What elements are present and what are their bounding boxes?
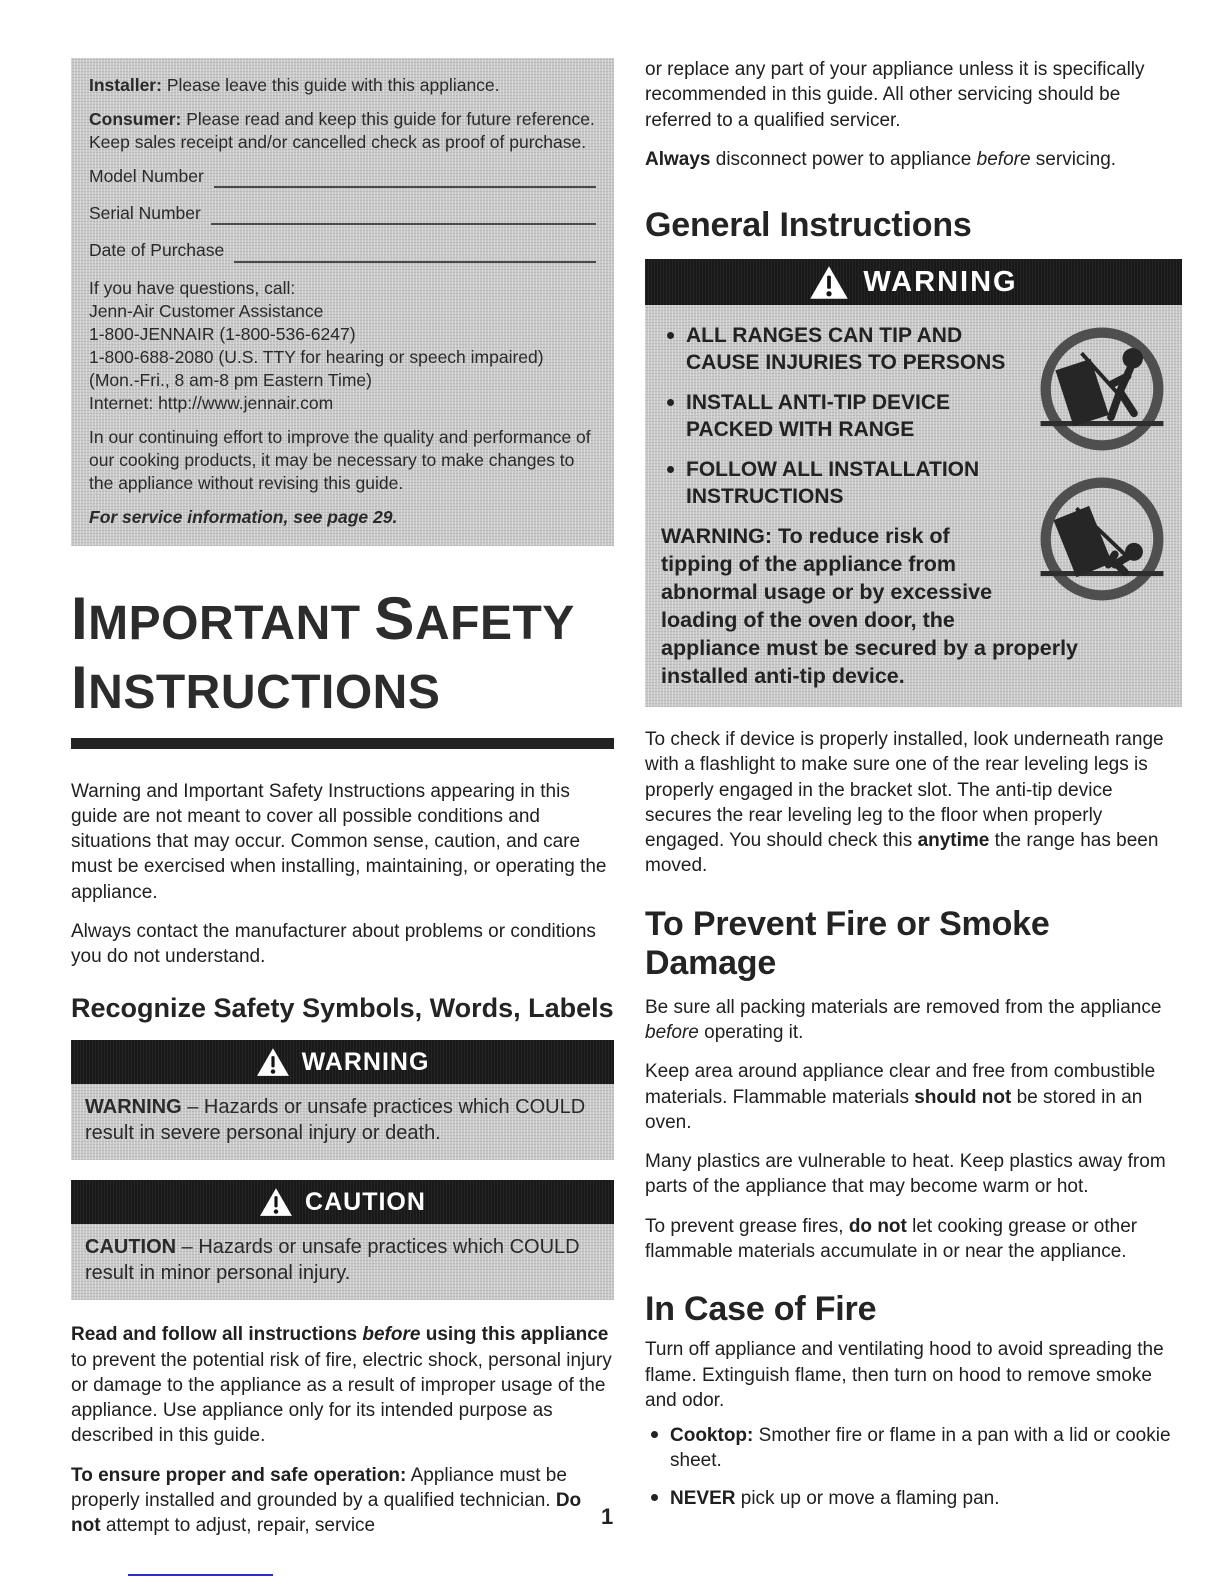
fire-bullet-never-text: NEVER pick up or move a flaming pan.	[670, 1487, 1000, 1509]
caution-triangle-icon	[259, 1187, 293, 1217]
page-title-line-2: INSTRUCTIONS	[71, 653, 441, 721]
caution-definition-text: CAUTION – Hazards or unsafe practices which COULD result in minor personal injury.	[71, 1224, 614, 1300]
fire-response-paragraph: Turn off appliance and ventilating hood to avoid spreading the flame. Extinguish flame, then turn on hood to remove smoke and odor.	[645, 1339, 1164, 1411]
consumer-note: Consumer: Please read and keep this guide for future reference. Keep sales receipt and/or cancelled check as proof of purchase.	[89, 109, 595, 153]
serial-number-row	[89, 202, 596, 225]
page-title	[71, 584, 614, 722]
grease-fires-paragraph: To prevent grease fires, do not let cooking grease or other flammable materials accumulate in or near the appliance.	[645, 1215, 1138, 1262]
title-rule	[71, 738, 614, 749]
caution-definition-bar	[71, 1180, 614, 1224]
servicing-paragraph: or replace any part of your appliance unless it is specifically recommended in this guide. All other servicing should be referred to a qualified servicer.	[645, 59, 1145, 131]
combustible-materials-paragraph: Keep area around appliance clear and free from combustible materials. Flammable materials should not be stored in an oven.	[645, 1061, 1156, 1133]
disconnect-power-paragraph: Always disconnect power to appliance before servicing.	[645, 148, 1117, 170]
tip-bullet-1	[661, 323, 1026, 377]
tip-bullet-3-text: FOLLOW ALL INSTALLATION INSTRUCTIONS	[686, 457, 980, 508]
revision-note: In our continuing effort to improve the quality and performance of our cooking products, it may be necessary to make changes to the appliance without revising this guide.	[89, 427, 591, 494]
fire-bullet-never	[645, 1486, 1182, 1511]
warning-definition-text: WARNING – Hazards or unsafe practices which COULD result in severe personal injury or death.	[71, 1084, 614, 1160]
in-case-of-fire-heading: In Case of Fire	[645, 1290, 877, 1329]
warning-definition-box	[71, 1040, 614, 1160]
contact-line-3: 1-800-JENNAIR (1-800-536-6247)	[89, 323, 356, 344]
fire-bullet-cooktop-text: Cooktop: Smother fire or flame in a pan with a lid or cookie sheet.	[670, 1425, 1171, 1472]
prevent-fire-heading: To Prevent Fire or Smoke Damage	[645, 904, 1050, 982]
model-number-label: Model Number	[89, 166, 204, 187]
purchase-date-blank-line	[234, 242, 596, 262]
contact-line-6: Internet: http://www.jennair.com	[89, 393, 334, 414]
caution-definition-box	[71, 1180, 614, 1300]
owner-info-box	[71, 58, 614, 546]
general-instructions-heading: General Instructions	[645, 206, 972, 245]
fire-bullet-cooktop	[645, 1423, 1182, 1474]
tip-over-warning-body	[645, 305, 1182, 707]
range-tip-adult-hazard-icon	[1038, 325, 1166, 453]
model-number-blank-line	[214, 168, 596, 188]
bullet-dot-icon	[651, 1494, 658, 1501]
bullet-dot-icon	[667, 399, 674, 406]
blue-underline-mark	[128, 1574, 273, 1576]
range-tip-child-hazard-icon	[1038, 475, 1166, 603]
packing-materials-paragraph: Be sure all packing materials are removed from the appliance before operating it.	[645, 996, 1162, 1044]
tip-bullet-1-text: ALL RANGES CAN TIP AND CAUSE INJURIES TO PERSONS	[686, 324, 1006, 375]
contact-line-5: (Mon.-Fri., 8 am-8 pm Eastern Time)	[89, 369, 372, 390]
contact-line-2: Jenn-Air Customer Assistance	[89, 300, 324, 321]
bullet-dot-icon	[651, 1431, 658, 1438]
page-number: 1	[601, 1504, 614, 1529]
purchase-date-label: Date of Purchase	[89, 240, 225, 261]
caution-bar-label: CAUTION	[305, 1187, 426, 1216]
serial-number-label: Serial Number	[89, 203, 201, 224]
tip-over-warning-box	[645, 259, 1182, 707]
installer-note: Installer: Please leave this guide with this appliance.	[89, 75, 500, 95]
contact-line-1: If you have questions, call:	[89, 277, 296, 298]
check-device-paragraph: To check if device is properly installed, look underneath range with a flashlight to make sure one of the rear leveling legs is properly engaged in the bracket slot. The anti-tip device secures the rear leveling leg to the floor when properly engaged. You should check this anytime the range has been moved.	[645, 729, 1164, 877]
tip-over-warning-bar	[645, 259, 1182, 305]
tip-bullet-2	[661, 390, 1026, 444]
model-number-row	[89, 165, 596, 188]
contact-line-4: 1-800-688-2080 (U.S. TTY for hearing or speech impaired)	[89, 346, 544, 367]
tip-bullet-2-text: INSTALL ANTI-TIP DEVICE PACKED WITH RANGE	[686, 390, 951, 441]
page-title-line-1: IMPORTANT SAFETY	[71, 584, 575, 652]
tip-hazard-icons	[1038, 325, 1166, 603]
tip-warning-text: WARNING: To reduce risk of tipping of the appliance from abnormal usage or by excessive loading of the oven door, the appliance must be secured by a properly installed anti-tip device.	[661, 524, 1079, 689]
serial-number-blank-line	[211, 205, 596, 225]
bullet-dot-icon	[667, 466, 674, 473]
warning-triangle-icon	[809, 265, 849, 300]
plastics-paragraph: Many plastics are vulnerable to heat. Keep plastics away from parts of the appliance that may become warm or hot.	[645, 1151, 1166, 1198]
customer-assistance-block	[89, 277, 596, 416]
warning-bar-label: WARNING	[301, 1047, 430, 1076]
tip-bullet-3	[661, 457, 1026, 511]
warning-triangle-icon	[256, 1047, 290, 1077]
purchase-date-row	[89, 239, 596, 262]
warning-definition-bar	[71, 1040, 614, 1084]
read-follow-paragraph: Read and follow all instructions before using this appliance to prevent the potential risk of fire, electric shock, personal injury or damage to the appliance as a result of improper usage of the appliance. Use appliance only for its intended purpose as described in this guide.	[71, 1324, 612, 1447]
left-column	[71, 0, 614, 1552]
proper-operation-paragraph: To ensure proper and safe operation: Appliance must be properly installed and grounded by a qualified technician. Do not attempt to adjust, repair, service	[71, 1464, 582, 1537]
service-info-note: For service information, see page 29.	[89, 507, 398, 528]
intro-paragraph: Warning and Important Safety Instructions appearing in this guide are not meant to cover all possible conditions and situations that may occur. Common sense, caution, and care must be exercised when installing, maintaining, or operating the appliance.	[71, 780, 607, 903]
symbols-heading: Recognize Safety Symbols, Words, Labels	[71, 993, 614, 1024]
contact-manufacturer-paragraph: Always contact the manufacturer about problems or conditions you do not understand.	[71, 920, 596, 968]
bullet-dot-icon	[667, 332, 674, 339]
right-column	[645, 0, 1182, 1523]
tip-over-warning-label: WARNING	[863, 265, 1018, 298]
